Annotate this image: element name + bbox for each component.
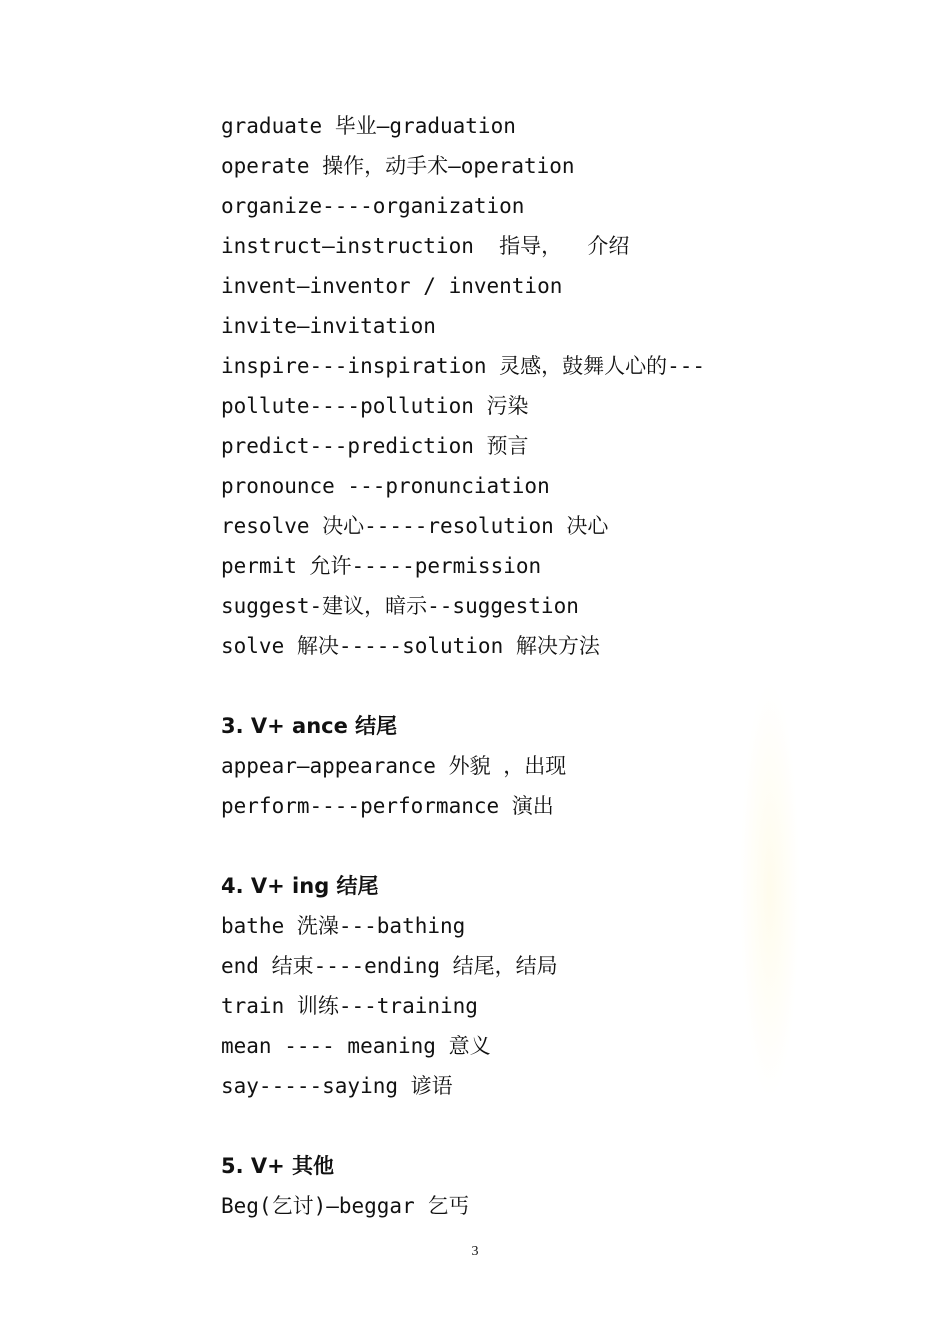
document-body (221, 106, 901, 1226)
page-number: 3 (471, 1244, 479, 1259)
word-line: Beg(乞讨)—beggar 乞丐 (221, 1194, 470, 1218)
word-line: graduate 毕业—graduation (221, 114, 516, 138)
word-list-group-1 (221, 106, 901, 666)
word-line: train 训练---training (221, 994, 478, 1018)
section-4 (221, 866, 901, 1106)
word-line: pollute----pollution 污染 (221, 394, 529, 418)
spacer (221, 1106, 901, 1146)
word-line: inspire---inspiration 灵感，鼓舞人心的--- (221, 354, 706, 378)
section-3 (221, 706, 901, 826)
word-line: organize----organization (221, 194, 525, 218)
word-line: say-----saying 谚语 (221, 1074, 453, 1098)
word-line: pronounce ---pronunciation (221, 474, 550, 498)
word-line: bathe 洗澡---bathing (221, 914, 466, 938)
word-line: operate 操作，动手术—operation (221, 154, 575, 178)
word-line: invite—invitation (221, 314, 436, 338)
spacer (221, 666, 901, 706)
word-line: permit 允许-----permission (221, 554, 542, 578)
word-line: instruct—instruction 指导， 介绍 (221, 234, 630, 258)
word-line: end 结束----ending 结尾，结局 (221, 954, 558, 978)
word-line: solve 解决-----solution 解决方法 (221, 634, 600, 658)
spacer (221, 826, 901, 866)
word-line: suggest-建议，暗示--suggestion (221, 594, 579, 618)
word-line: invent—inventor / invention (221, 274, 563, 298)
word-line: appear—appearance 外貌 ，出现 (221, 754, 567, 778)
section-heading: 5. V+ 其他 (221, 1154, 335, 1178)
word-line: resolve 决心-----resolution 决心 (221, 514, 609, 538)
section-5 (221, 1146, 901, 1226)
section-heading: 3. V+ ance 结尾 (221, 714, 398, 738)
word-line: mean ---- meaning 意义 (221, 1034, 491, 1058)
word-line: perform----performance 演出 (221, 794, 554, 818)
section-heading: 4. V+ ing 结尾 (221, 874, 379, 898)
word-line: predict---prediction 预言 (221, 434, 529, 458)
